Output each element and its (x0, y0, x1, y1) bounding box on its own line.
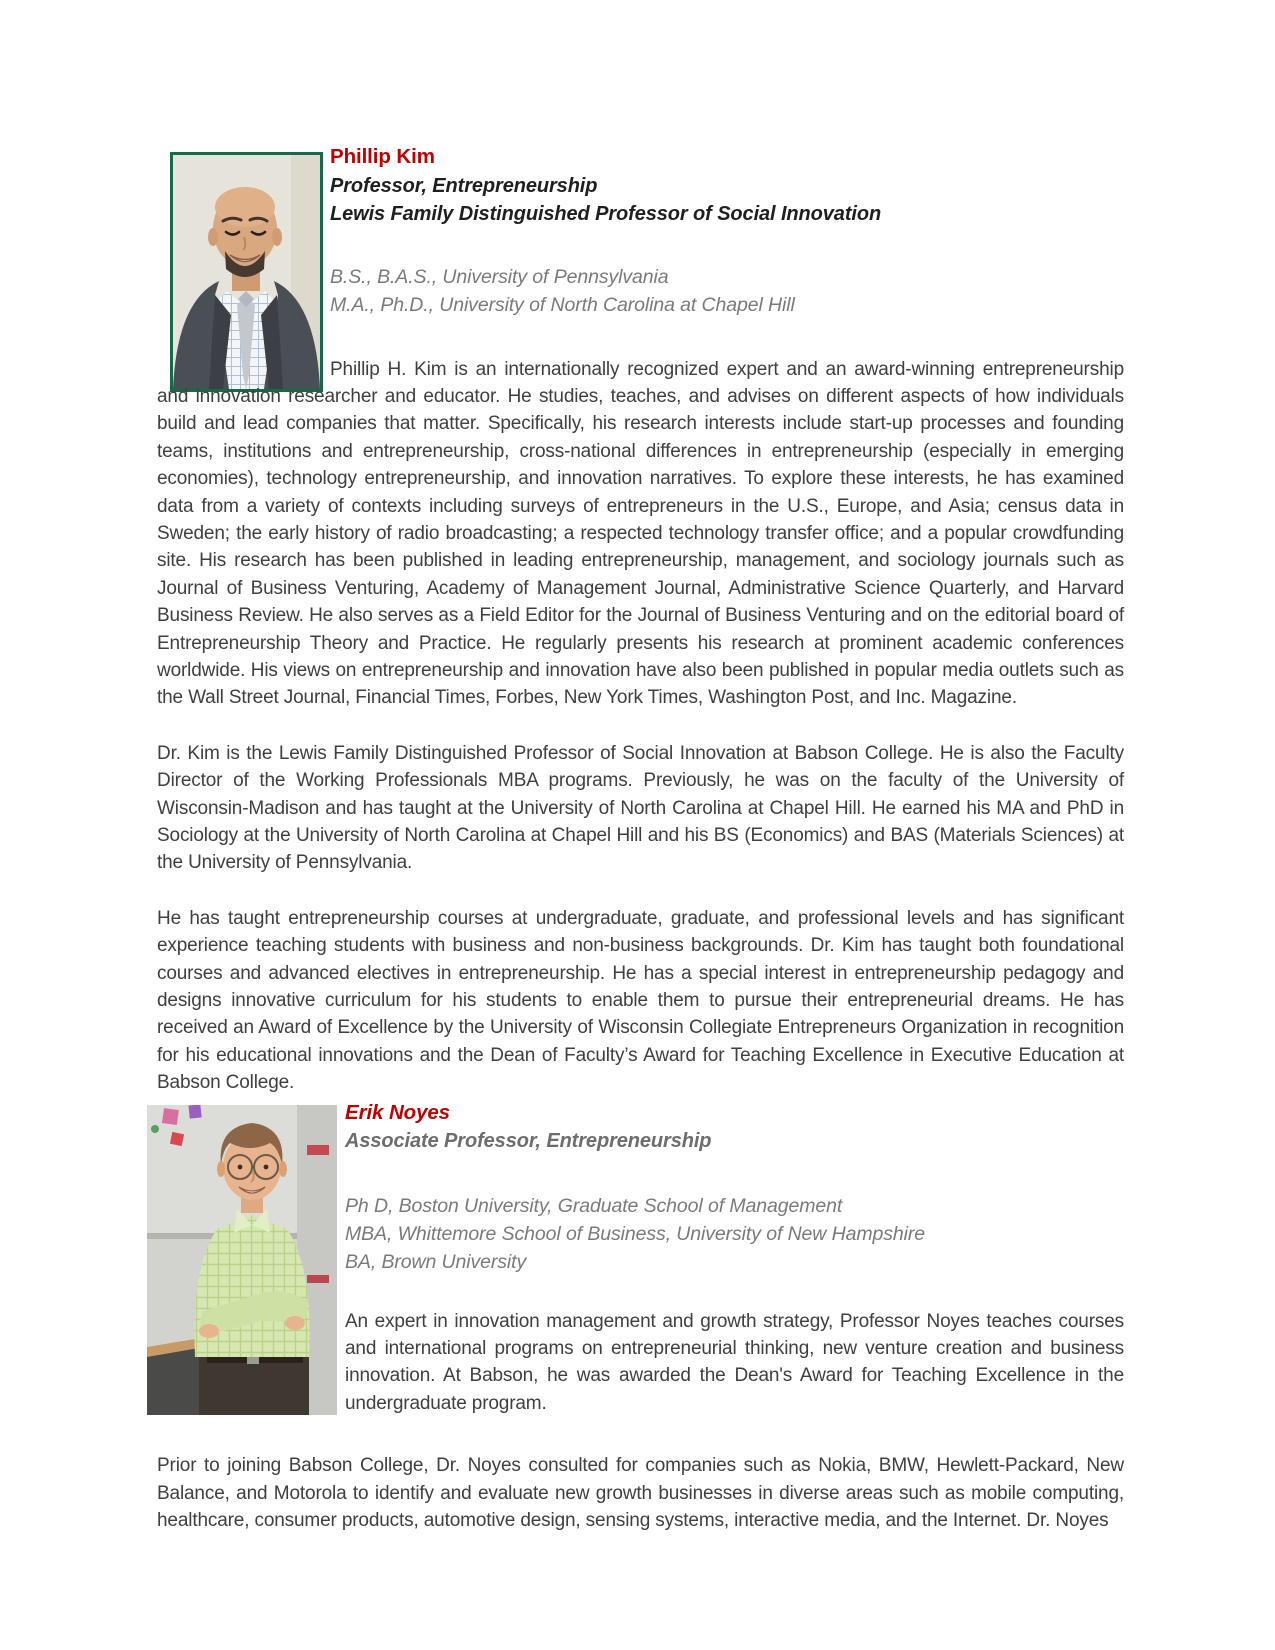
professor-title-2: Lewis Family Distinguished Professor of Social Innovation (330, 203, 882, 225)
professor-name: Phillip Kim (330, 145, 435, 168)
erik-noyes-portrait-icon (147, 1105, 337, 1415)
degree-line: Ph D, Boston University, Graduate School of Management (345, 1194, 843, 1217)
professor-name: Erik Noyes (345, 1100, 450, 1124)
degree-line: MBA, Whittemore School of Business, University of New Hampshire (345, 1222, 925, 1245)
professor-title: Associate Professor, Entrepreneurship (345, 1130, 712, 1153)
bio-section-erik-noyes (157, 1099, 1124, 1535)
bio-section-phillip-kim (157, 143, 1124, 1097)
bio-paragraph: Dr. Kim is the Lewis Family Distinguished Professor of Social Innovation at Babson College. He is also the Faculty Director of the Working Professionals MBA programs. Previously, he was on the faculty of the University of Wisconsin-Madison and has taught at the University of North Carolina at Chapel Hill. He earned his MA and PhD in Sociology at the University of North Carolina at Chapel Hill and his BS (Economics) and BAS (Materials Sciences) at the University of Pennsylvania. (157, 742, 1124, 874)
erik-noyes-photo (147, 1105, 337, 1415)
degree-line: BA, Brown University (345, 1250, 527, 1273)
bio-paragraph: He has taught entrepreneurship courses at undergraduate, graduate, and professional levels and has significant experience teaching students with business and non-business backgrounds. Dr. Kim has taught both foundational courses and advanced electives in entrepreneurship. He has a special interest in entrepreneurship pedagogy and designs innovative curriculum for his students to enable them to pursue their entrepreneurial dreams. He has received an Award of Excellence by the University of Wisconsin Collegiate Entrepreneurs Organization in recognition for his educational innovations and the Dean of Faculty’s Award for Teaching Excellence in Executive Education at Babson College. (157, 907, 1124, 1094)
professor-title: Professor, Entrepreneurship (330, 174, 598, 197)
bio-paragraph: Prior to joining Babson College, Dr. Noyes consulted for companies such as Nokia, BMW, Hewlett-Packard, New Balance, and Motorola to identify and evaluate new growth businesses in diverse areas such as mobile computing, healthcare, consumer products, automotive design, sensing systems, interactive media, and the Internet. Dr. Noyes (157, 1455, 1124, 1532)
degree-line: M.A., Ph.D., University of North Carolina at Chapel Hill (330, 293, 795, 316)
degree-line: B.S., B.A.S., University of Pennsylvania (330, 265, 669, 288)
phillip-kim-photo (170, 152, 323, 392)
bio-paragraph: An expert in innovation management and growth strategy, Professor Noyes teaches courses and international programs on entrepreneurial thinking, new venture creation and business innovation. At Babson, he was awarded the Dean's Award for Teaching Excellence in the undergraduate program. (345, 1310, 1124, 1414)
bio-paragraph: Phillip H. Kim is an internationally recognized expert and an award-winning entrepreneurship and innovation researcher and educator. He studies, teaches, and advises on different aspects of how individuals build and lead companies that matter. Specifically, his research interests include start-up processes and founding teams, institutions and entrepreneurship, cross-national differences in entrepreneurship (especially in emerging economies), technology entrepreneurship, and innovation narratives. To explore these interests, he has examined data from a variety of contexts including surveys of entrepreneurs in the U.S., Europe, and Asia; census data in Sweden; the early history of radio broadcasting; a respected technology transfer office; and a popular crowdfunding site. His research has been published in leading entrepreneurship, management, and sociology journals such as Journal of Business Venturing, Academy of Management Journal, Administrative Science Quarterly, and Harvard Business Review. He also serves as a Field Editor for the Journal of Business Venturing and on the editorial board of Entrepreneurship Theory and Practice. He regularly presents his research at prominent academic conferences worldwide. His views on entrepreneurship and innovation have also been published in popular media outlets such as the Wall Street Journal, Financial Times, Forbes, New York Times, Washington Post, and Inc. Magazine. (157, 358, 1124, 709)
phillip-kim-portrait-icon (173, 155, 320, 389)
